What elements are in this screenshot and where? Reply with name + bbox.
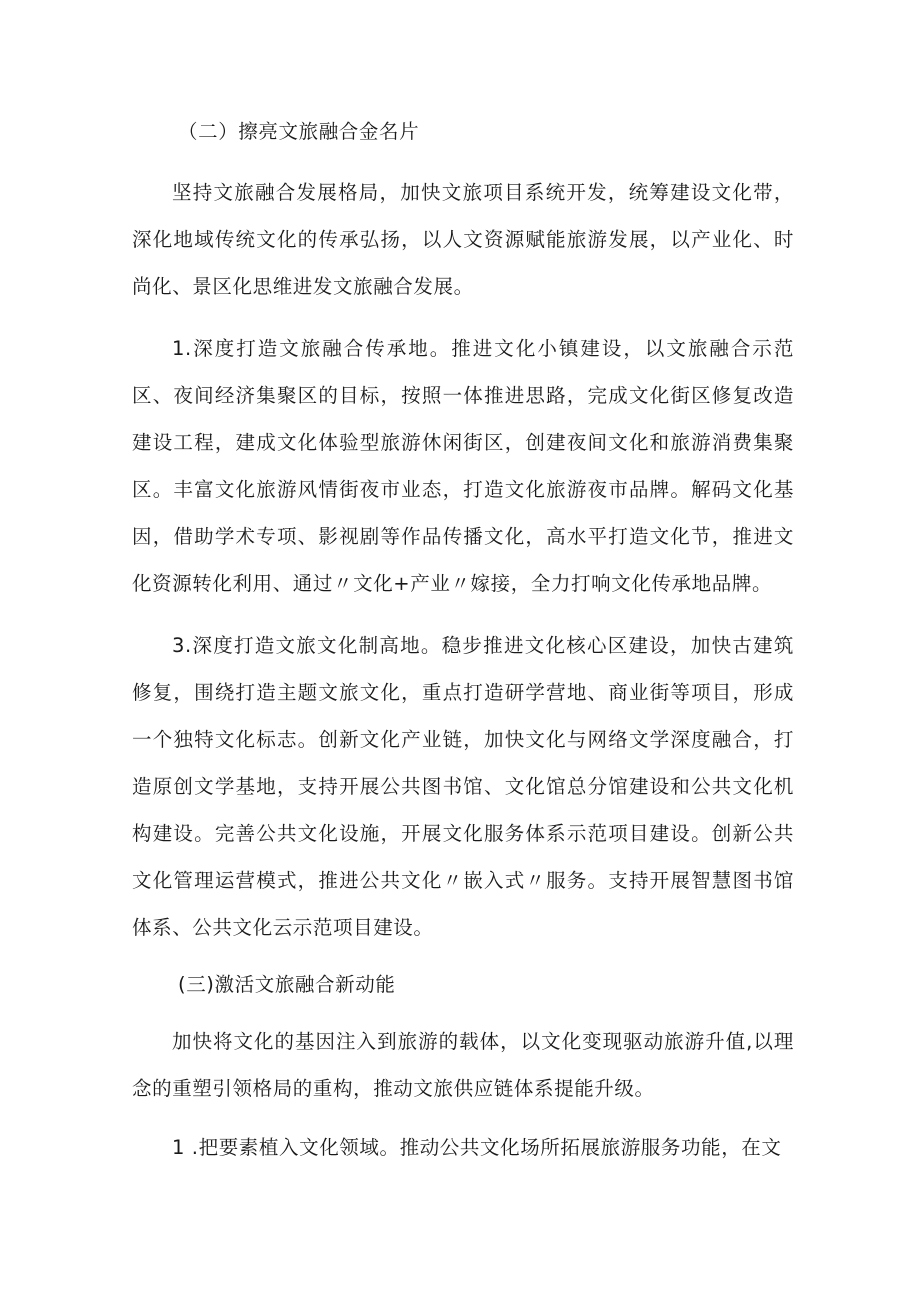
paragraph-item-1: 1.深度打造文旅融合传承地。推进文化小镇建设，以文旅融合示范区、夜间经济集聚区的目标，按照一体推进思路，完成文化街区修复改造建设工程，建成文化体验型旅游休闲街区，创建夜间文化和旅游消费集聚区。丰富文化旅游风情街夜市业态，打造文化旅游夜市品牌。解码文化基因，借助学术专项、影视剧等作品传播文化，高水平打造文化节，推进文化资源转化利用、通过〃文化+产业〃嫁接，全力打响文化传承地品牌。: [132, 337, 794, 595]
paragraph-intro-3: 加快将文化的基因注入到旅游的载体，以文化变现驱动旅游升值,以理念的重塑引领格局的重构，推动文旅供应链体系提能升级。: [132, 1030, 794, 1100]
section-heading-3: (三)激活文旅融合新动能: [178, 973, 396, 996]
paragraph-item-3: 3.深度打造文旅文化制高地。稳步推进文化核心区建设，加快古建筑修复，围绕打造主题文旅文化，重点打造研学营地、商业街等项目，形成一个独特文化标志。创新文化产业链，加快文化与网络文学深度融合，打造原创文学基地，支持开展公共图书馆、文化馆总分馆建设和公共文化机构建设。完善公共文化设施，开展文化服务体系示范项目建设。创新公共文化管理运营模式，推进公共文化〃嵌入式〃服务。支持开展智慧图书馆体系、公共文化云示范项目建设。: [132, 634, 794, 939]
section-heading-2: （二）擦亮文旅融合金名片: [178, 120, 420, 143]
paragraph-intro-2: 坚持文旅融合发展格局，加快文旅项目系统开发，统筹建设文化带，深化地域传统文化的传承弘扬，以人文资源赋能旅游发展，以产业化、时尚化、景区化思维进发文旅融合发展。: [132, 181, 794, 298]
paragraph-item-1b: 1 .把要素植入文化领域。推动公共文化场所拓展旅游服务功能，在文: [172, 1136, 782, 1159]
